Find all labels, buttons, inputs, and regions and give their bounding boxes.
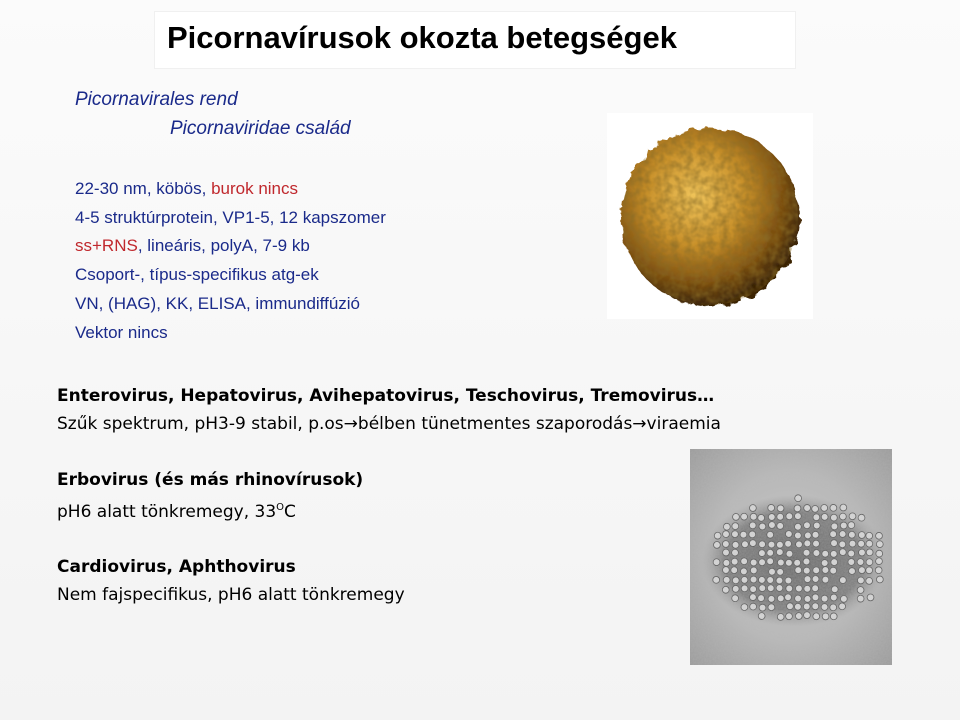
section-text: Nem fajspecifikus, pH6 alatt tönkremegy <box>57 585 405 605</box>
section-text-part: pH6 alatt tönkremegy, 33 <box>57 502 277 522</box>
section-heading: Enterovirus, Hepatovirus, Avihepatovirus, Teschovirus, Tremovirus… <box>57 386 715 406</box>
property-highlight: ss+RNS <box>75 236 138 256</box>
degree-superscript: O <box>276 502 285 513</box>
section-heading: Cardiovirus, Aphthovirus <box>57 557 296 577</box>
virus-particles <box>690 449 892 665</box>
section-text: Szűk spektrum, pH3-9 stabil, p.os→bélben tünetmentes szaporodás→viraemia <box>57 414 721 434</box>
virion-model-image <box>607 113 813 319</box>
taxonomy-order: Picornavirales rend <box>75 89 238 110</box>
taxonomy-family: Picornaviridae család <box>170 118 351 139</box>
section-text <box>57 494 363 526</box>
virion-sphere <box>607 113 813 319</box>
section-enterovirus <box>57 382 721 438</box>
section-cardiovirus <box>57 553 405 609</box>
section-text-part: C <box>284 502 296 522</box>
property-line: 4-5 struktúrprotein, VP1-5, 12 kapszomer <box>75 207 386 227</box>
property-line: VN, (HAG), KK, ELISA, immundiffúzió <box>75 293 360 313</box>
property-line: Vektor nincs <box>75 322 168 342</box>
property-line <box>75 175 386 204</box>
property-text: , lineáris, polyA, 7-9 kb <box>137 236 310 256</box>
property-text: 22-30 nm, köbös, <box>75 179 212 198</box>
electron-micrograph-image <box>690 449 892 665</box>
slide-title: Picornavírusok okozta betegségek <box>167 20 677 55</box>
section-heading: Erbovirus (és más rhinovírusok) <box>57 470 364 490</box>
property-line <box>75 232 386 261</box>
section-erbovirus <box>57 466 363 526</box>
property-line: Csoport-, típus-specifikus atg-ek <box>75 265 319 285</box>
properties-list <box>75 175 386 347</box>
property-highlight: burok nincs <box>211 179 299 198</box>
